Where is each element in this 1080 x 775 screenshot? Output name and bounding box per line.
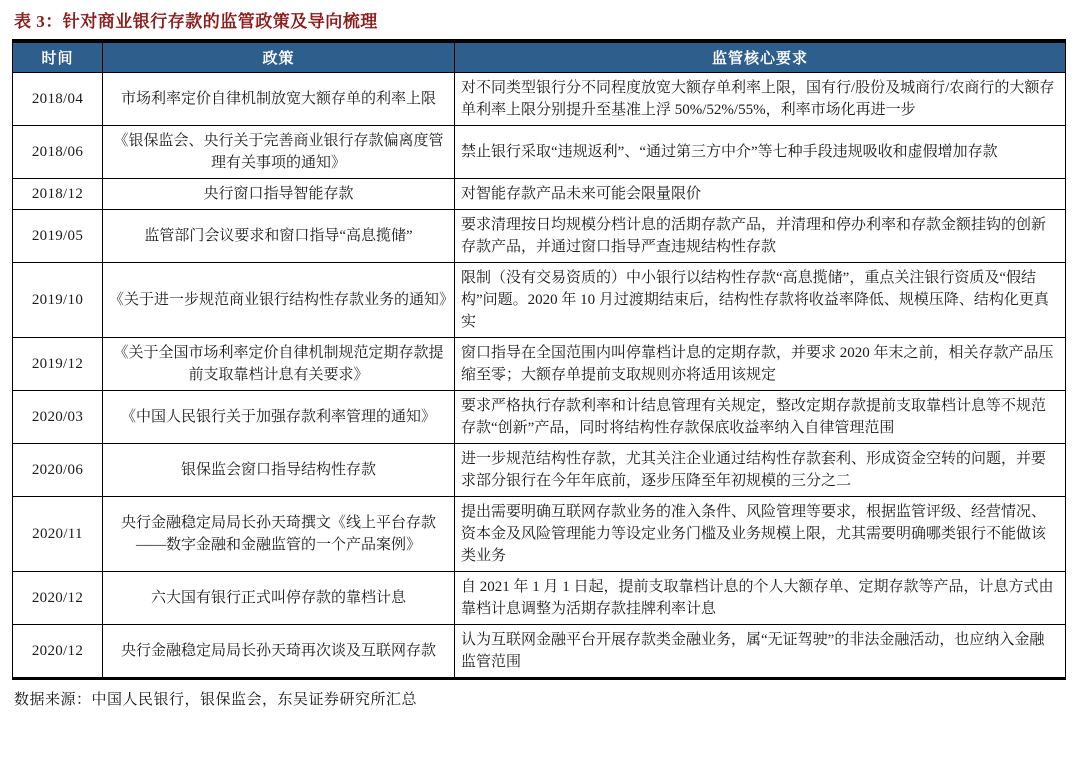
requirement-cell: 禁止银行采取“违规返利”、“通过第三方中介”等七种手段违规吸收和虚假增加存款: [455, 126, 1066, 179]
table-row: [13, 210, 1066, 263]
date-cell: 2019/05: [13, 210, 103, 263]
date-cell: 2020/11: [13, 497, 103, 572]
table-row: [13, 73, 1066, 126]
table-row: [13, 126, 1066, 179]
date-cell: 2020/12: [13, 625, 103, 679]
table-row: [13, 497, 1066, 572]
policy-cell: 监管部门会议要求和窗口指导“高息揽储”: [103, 210, 455, 263]
table-row: [13, 263, 1066, 338]
data-source-note: 数据来源：中国人民银行，银保监会，东吴证券研究所汇总: [14, 692, 418, 708]
table-header: [13, 41, 1066, 73]
table-row: [13, 444, 1066, 497]
header-policy: 政策: [103, 41, 455, 73]
policy-cell: 《银保监会、央行关于完善商业银行存款偏离度管理有关事项的通知》: [103, 126, 455, 179]
policy-table-body: [13, 73, 1066, 679]
date-cell: 2020/12: [13, 572, 103, 625]
policy-cell: 银保监会窗口指导结构性存款: [103, 444, 455, 497]
requirement-cell: 进一步规范结构性存款，尤其关注企业通过结构性存款套利、形成资金空转的问题，并要求部分银行在今年年底前，逐步压降至年初规模的三分之二: [455, 444, 1066, 497]
policy-cell: 央行金融稳定局局长孙天琦再次谈及互联网存款: [103, 625, 455, 679]
date-cell: 2018/12: [13, 179, 103, 210]
policy-cell: 《关于进一步规范商业银行结构性存款业务的通知》: [103, 263, 455, 338]
date-cell: 2018/04: [13, 73, 103, 126]
requirement-cell: 要求严格执行存款利率和计结息管理有关规定，整改定期存款提前支取靠档计息等不规范存款“创新”产品，同时将结构性存款保底收益率纳入自律管理范围: [455, 391, 1066, 444]
header-row: [13, 41, 1066, 73]
policy-cell: 市场利率定价自律机制放宽大额存单的利率上限: [103, 73, 455, 126]
requirement-cell: 自 2021 年 1 月 1 日起，提前支取靠档计息的个人大额存单、定期存款等产品，计息方式由靠档计息调整为活期存款挂牌利率计息: [455, 572, 1066, 625]
table-title: 表 3：针对商业银行存款的监管政策及导向梳理: [14, 12, 378, 31]
requirement-cell: 对不同类型银行分不同程度放宽大额存单利率上限，国有行/股份及城商行/农商行的大额存单利率上限分别提升至基准上浮 50%/52%/55%，利率市场化再进一步: [455, 73, 1066, 126]
table-row: [13, 391, 1066, 444]
requirement-cell: 限制（没有交易资质的）中小银行以结构性存款“高息揽储”，重点关注银行资质及“假结构”问题。2020 年 10 月过渡期结束后，结构性存款将收益率降低、规模压降、结构化更真实: [455, 263, 1066, 338]
policy-cell: 《关于全国市场利率定价自律机制规范定期存款提前支取靠档计息有关要求》: [103, 338, 455, 391]
policy-cell: 央行窗口指导智能存款: [103, 179, 455, 210]
requirement-cell: 认为互联网金融平台开展存款类金融业务，属“无证驾驶”的非法金融活动，也应纳入金融监管范围: [455, 625, 1066, 679]
requirement-cell: 提出需要明确互联网存款业务的准入条件、风险管理等要求，根据监管评级、经营情况、资本金及风险管理能力等设定业务门槛及业务规模上限，尤其需要明确哪类银行不能做该类业务: [455, 497, 1066, 572]
header-time: 时间: [13, 41, 103, 73]
policy-table: [12, 39, 1066, 680]
header-requirement: 监管核心要求: [455, 41, 1066, 73]
date-cell: 2020/03: [13, 391, 103, 444]
table-row: [13, 338, 1066, 391]
requirement-cell: 窗口指导在全国范围内叫停靠档计息的定期存款，并要求 2020 年末之前，相关存款产品压缩至零；大额存单提前支取规则亦将适用该规定: [455, 338, 1066, 391]
date-cell: 2018/06: [13, 126, 103, 179]
table-row: [13, 625, 1066, 679]
policy-cell: 《中国人民银行关于加强存款利率管理的通知》: [103, 391, 455, 444]
date-cell: 2020/06: [13, 444, 103, 497]
date-cell: 2019/12: [13, 338, 103, 391]
requirement-cell: 要求清理按日均规模分档计息的活期存款产品，并清理和停办利率和存款金额挂钩的创新存款产品，并通过窗口指导严查违规结构性存款: [455, 210, 1066, 263]
table-row: [13, 572, 1066, 625]
date-cell: 2019/10: [13, 263, 103, 338]
table-row: [13, 179, 1066, 210]
policy-cell: 六大国有银行正式叫停存款的靠档计息: [103, 572, 455, 625]
policy-cell: 央行金融稳定局局长孙天琦撰文《线上平台存款——数字金融和金融监管的一个产品案例》: [103, 497, 455, 572]
requirement-cell: 对智能存款产品未来可能会限量限价: [455, 179, 1066, 210]
